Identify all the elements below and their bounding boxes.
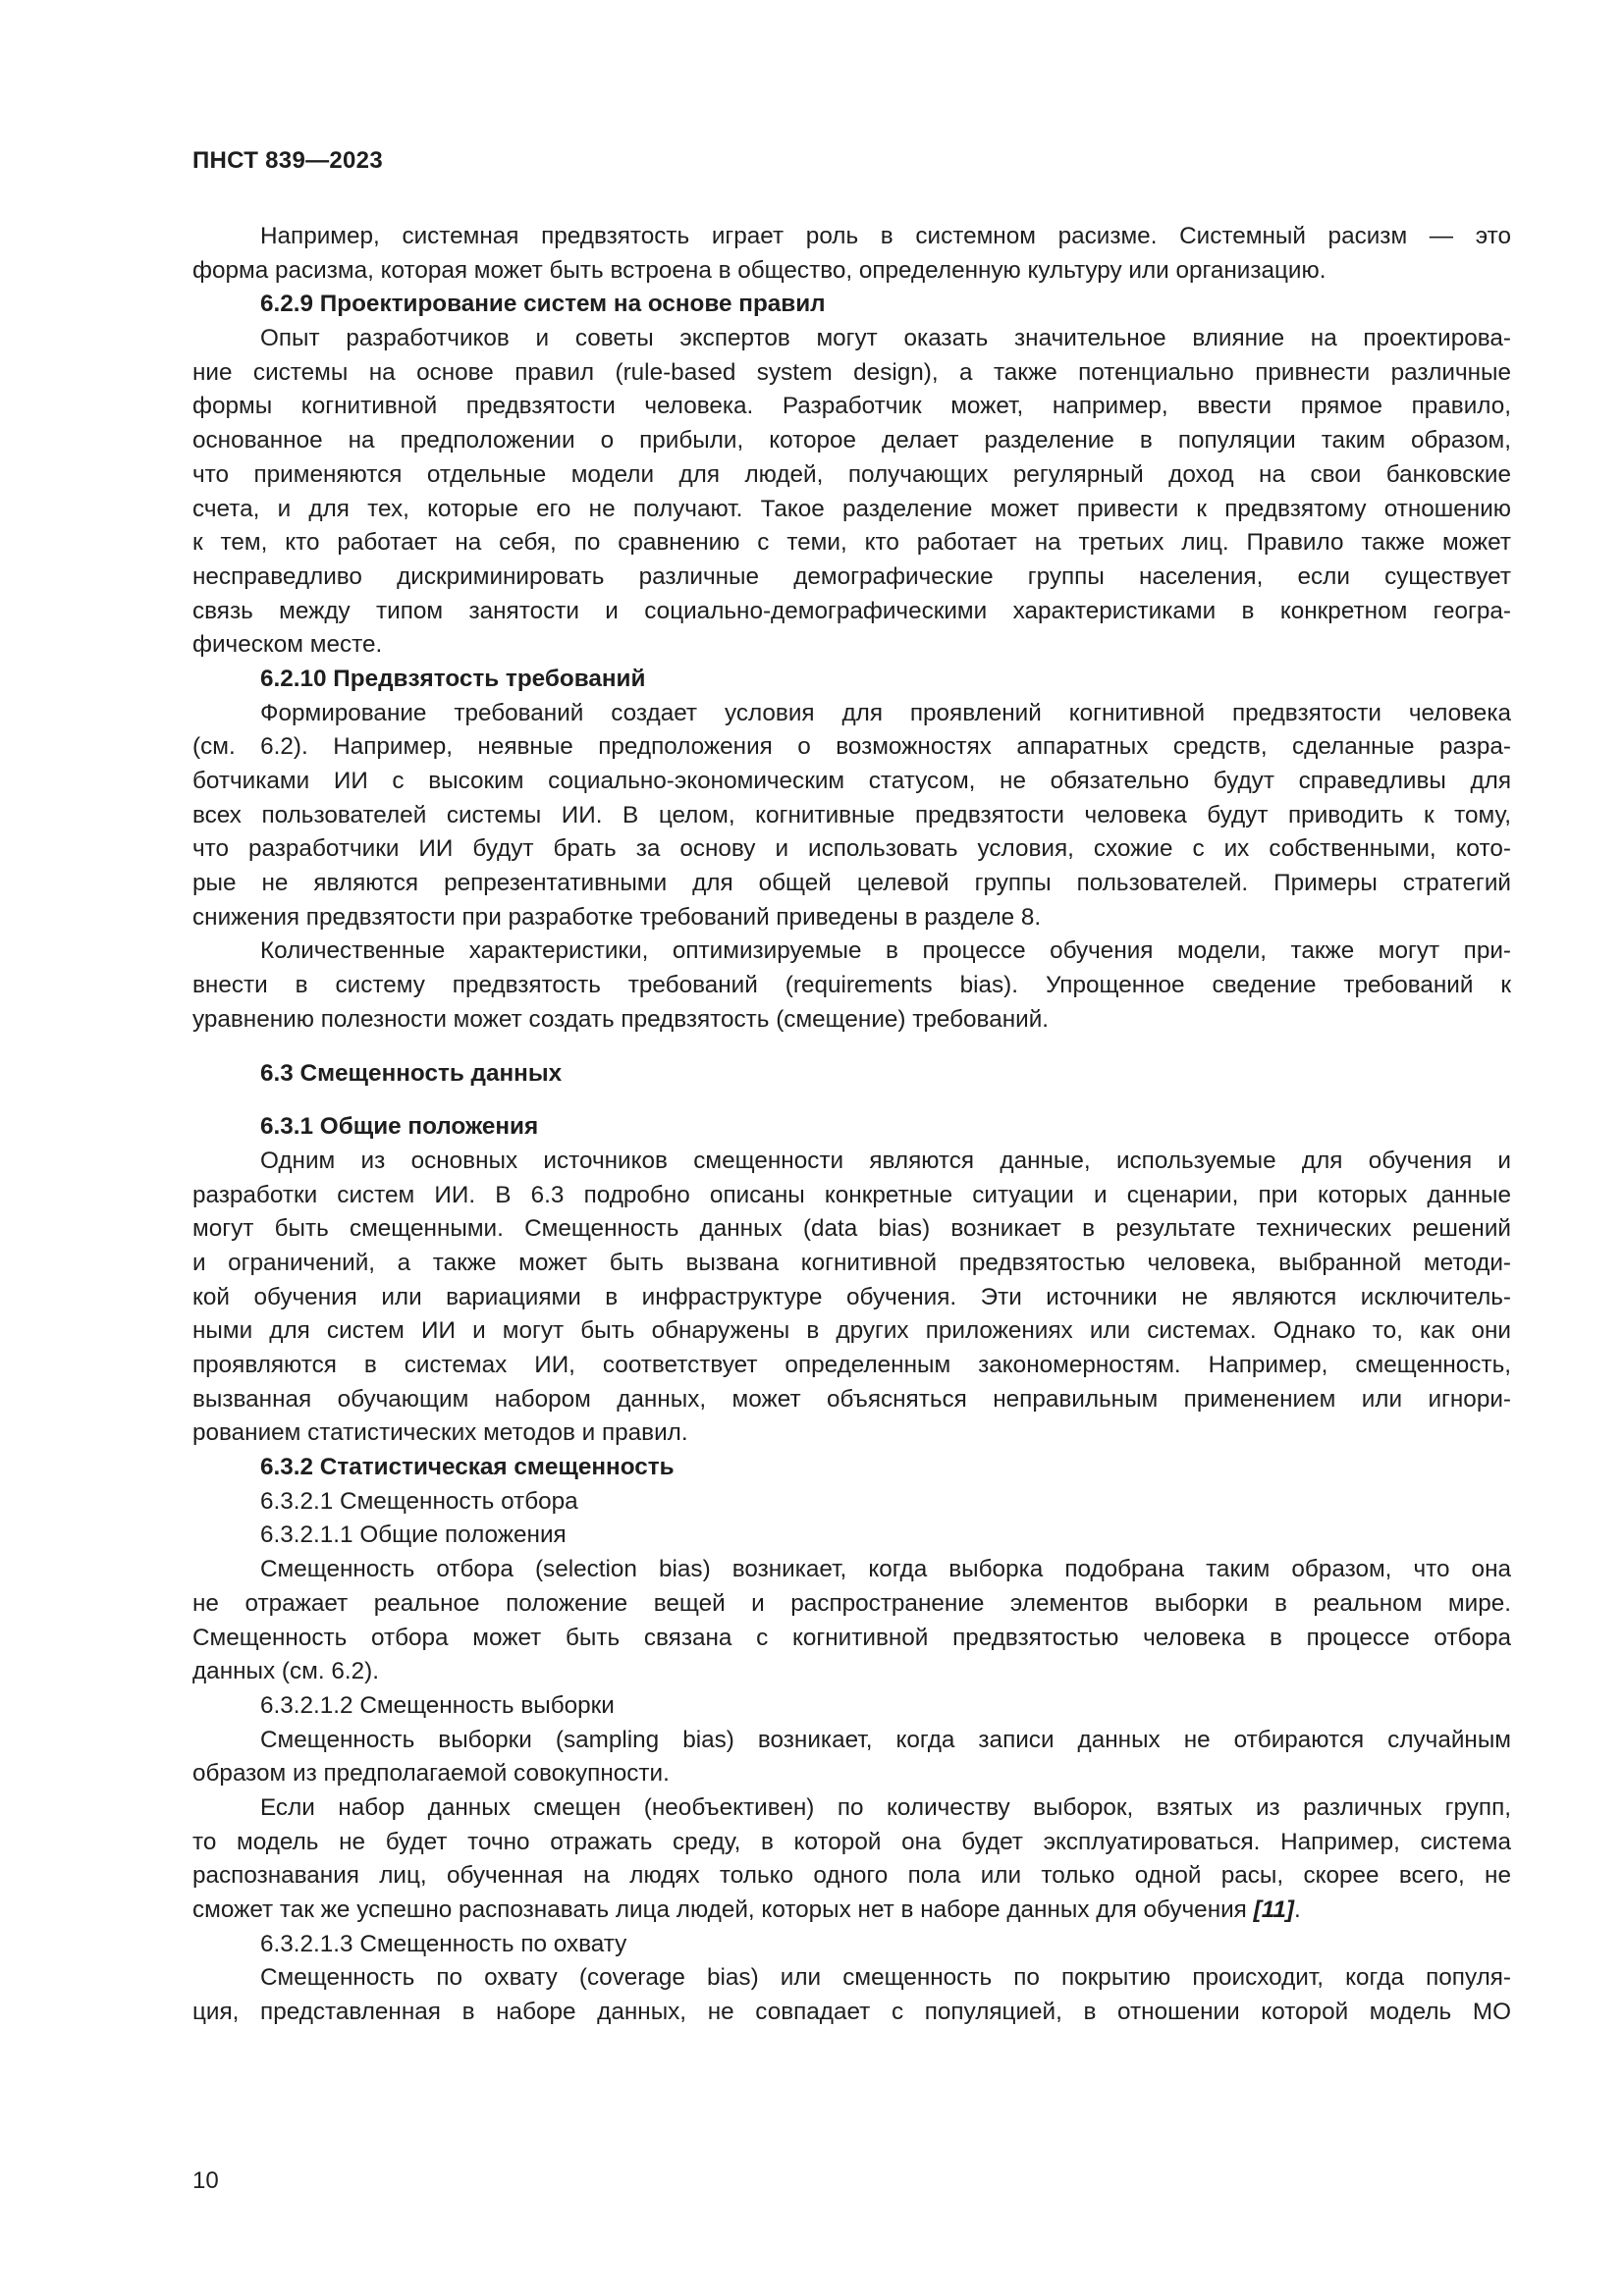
text-line: рые не являются репрезентативными для общей целевой группы пользователей. Примеры стратегий	[192, 870, 1511, 897]
section-heading-line: 6.3.1 Общие положения	[260, 1113, 539, 1141]
text-line: вызванная обучающим набором данных, может объясняться неправильным применением или игнори-	[192, 1385, 1511, 1413]
text-line: фическом месте.	[192, 631, 383, 659]
text-line: могут быть смещенными. Смещенность данных (data bias) возникает в результате технических решений	[192, 1215, 1511, 1243]
text-line: несправедливо дискриминировать различные демографические группы населения, если существует	[192, 562, 1511, 590]
section-spacer	[192, 1091, 1511, 1110]
text-line: (см. 6.2). Например, неявные предположения о возможностях аппаратных средств, сделанные разра-	[192, 733, 1511, 761]
document-header: ПНСТ 839—2023	[192, 147, 383, 174]
text-line: Если набор данных смещен (необъективен) по количеству выборок, взятых из различных групп,	[260, 1793, 1511, 1821]
text-line: снижения предвзятости при разработке требований приведены в разделе 8.	[192, 903, 1042, 931]
text-line: что разработчики ИИ будут брать за основу и использовать условия, схожие с их собственными, кото-	[192, 835, 1511, 863]
text-line: проявляются в системах ИИ, соответствует определенным закономерностям. Например, смещенность,	[192, 1352, 1511, 1378]
text-line: то модель не будет точно отражать среду, в которой она будет эксплуатироваться. Например, система	[192, 1828, 1511, 1855]
text-line: ция, представленная в наборе данных, не совпадает с популяцией, в отношении которой модель МО	[192, 1999, 1511, 2026]
text-line: Смещенность по охвату (coverage bias) или смещенность по покрытию происходит, когда популя-	[260, 1964, 1511, 1992]
text-line: не отражает реальное положение вещей и распространение элементов выборки в реальном мире.	[192, 1589, 1511, 1617]
text-line: Опыт разработчиков и советы экспертов могут оказать значительное влияние на проектирова-	[260, 325, 1511, 352]
text-line: внести в систему предвзятость требований (requirements bias). Упрощенное сведение требований к	[192, 972, 1511, 999]
text-line: формы когнитивной предвзятости человека. Разработчик может, например, ввести прямое правило,	[192, 393, 1511, 420]
text-line: связь между типом занятости и социально-демографическими характеристиками в конкретном геогра-	[192, 597, 1511, 624]
text-line: Смещенность отбора (selection bias) возникает, когда выборка подобрана таким образом, что она	[260, 1556, 1511, 1583]
text-line: форма расизма, которая может быть встроена в общество, определенную культуру или организацию.	[192, 256, 1326, 284]
text-line: 6.3.2.1.2 Смещенность выборки	[260, 1691, 615, 1719]
text-line: уравнению полезности может создать предвзятость (смещение) требований.	[192, 1005, 1050, 1033]
text-line: Смещенность выборки (sampling bias) возникает, когда записи данных не отбираются случайным	[260, 1726, 1511, 1753]
section-heading-line: 6.2.10 Предвзятость требований	[260, 665, 646, 692]
text-line: ние системы на основе правил (rule-based system design), а также потенциально привнести различные	[192, 358, 1511, 386]
bibliography-reference-link[interactable]: [11]	[1253, 1896, 1295, 1923]
section-heading-line: 6.3.2 Статистическая смещенность	[260, 1454, 675, 1481]
text-line: Количественные характеристики, оптимизируемые в процессе обучения модели, также могут при-	[260, 937, 1511, 965]
text-line: рованием статистических методов и правил.	[192, 1419, 688, 1447]
text-line: Формирование требований создает условия для проявлений когнитивной предвзятости человека	[260, 699, 1511, 726]
text-line: распознавания лиц, обученная на людях только одного пола или только одной расы, скорее всего, не	[192, 1862, 1511, 1890]
text-line: данных (см. 6.2).	[192, 1658, 379, 1685]
text-line: основанное на предположении о прибыли, которое делает разделение в популяции таким образом,	[192, 427, 1511, 454]
text-line: ботчиками ИИ с высоким социально-экономическим статусом, не обязательно будут справедливы для	[192, 768, 1511, 794]
text-line: образом из предполагаемой совокупности.	[192, 1760, 670, 1788]
text-line: счета, и для тех, которые его не получают. Такое разделение может привести к предвзятому отношению	[192, 495, 1511, 522]
text-line: 6.3.2.1 Смещенность отбора	[260, 1487, 578, 1515]
text-line: что применяются отдельные модели для людей, получающих регулярный доход на свои банковские	[192, 460, 1511, 488]
text-line: Смещенность отбора может быть связана с когнитивной предвзятостью человека в процессе отбора	[192, 1624, 1511, 1651]
text-line: и ограничений, а также может быть вызвана когнитивной предвзятостью человека, выбранной методи-	[192, 1249, 1511, 1276]
text-line: разработки систем ИИ. В 6.3 подробно описаны конкретные ситуации и сценарии, при которых данные	[192, 1181, 1511, 1208]
text-line: к тем, кто работает на себя, по сравнению с теми, кто работает на третьих лиц. Правило также может	[192, 529, 1511, 557]
page-body	[192, 220, 1511, 2030]
text-line: всех пользователей системы ИИ. В целом, когнитивные предвзятости человека будут приводить к тому,	[192, 801, 1511, 828]
page-number: 10	[192, 2167, 219, 2194]
text-line: Одним из основных источников смещенности являются данные, используемые для обучения и	[260, 1147, 1511, 1174]
text-line: Например, системная предвзятость играет роль в системном расизме. Системный расизм — это	[260, 223, 1511, 249]
text-line: кой обучения или вариациями в инфраструктуре обучения. Эти источники не являются исключитель-	[192, 1283, 1511, 1310]
section-heading-line: 6.2.9 Проектирование систем на основе правил	[260, 291, 826, 318]
section-heading-line: 6.3 Смещенность данных	[260, 1059, 563, 1087]
section-spacer	[192, 1038, 1511, 1057]
text-line: сможет так же успешно распознавать лица людей, которых нет в наборе данных для обучения [11].	[192, 1896, 1301, 1923]
text-line: 6.3.2.1.3 Смещенность по охвату	[260, 1930, 627, 1957]
text-line: ными для систем ИИ и могут быть обнаружены в других приложениях или системах. Однако то, как они	[192, 1317, 1511, 1345]
text-line: 6.3.2.1.1 Общие положения	[260, 1522, 567, 1549]
